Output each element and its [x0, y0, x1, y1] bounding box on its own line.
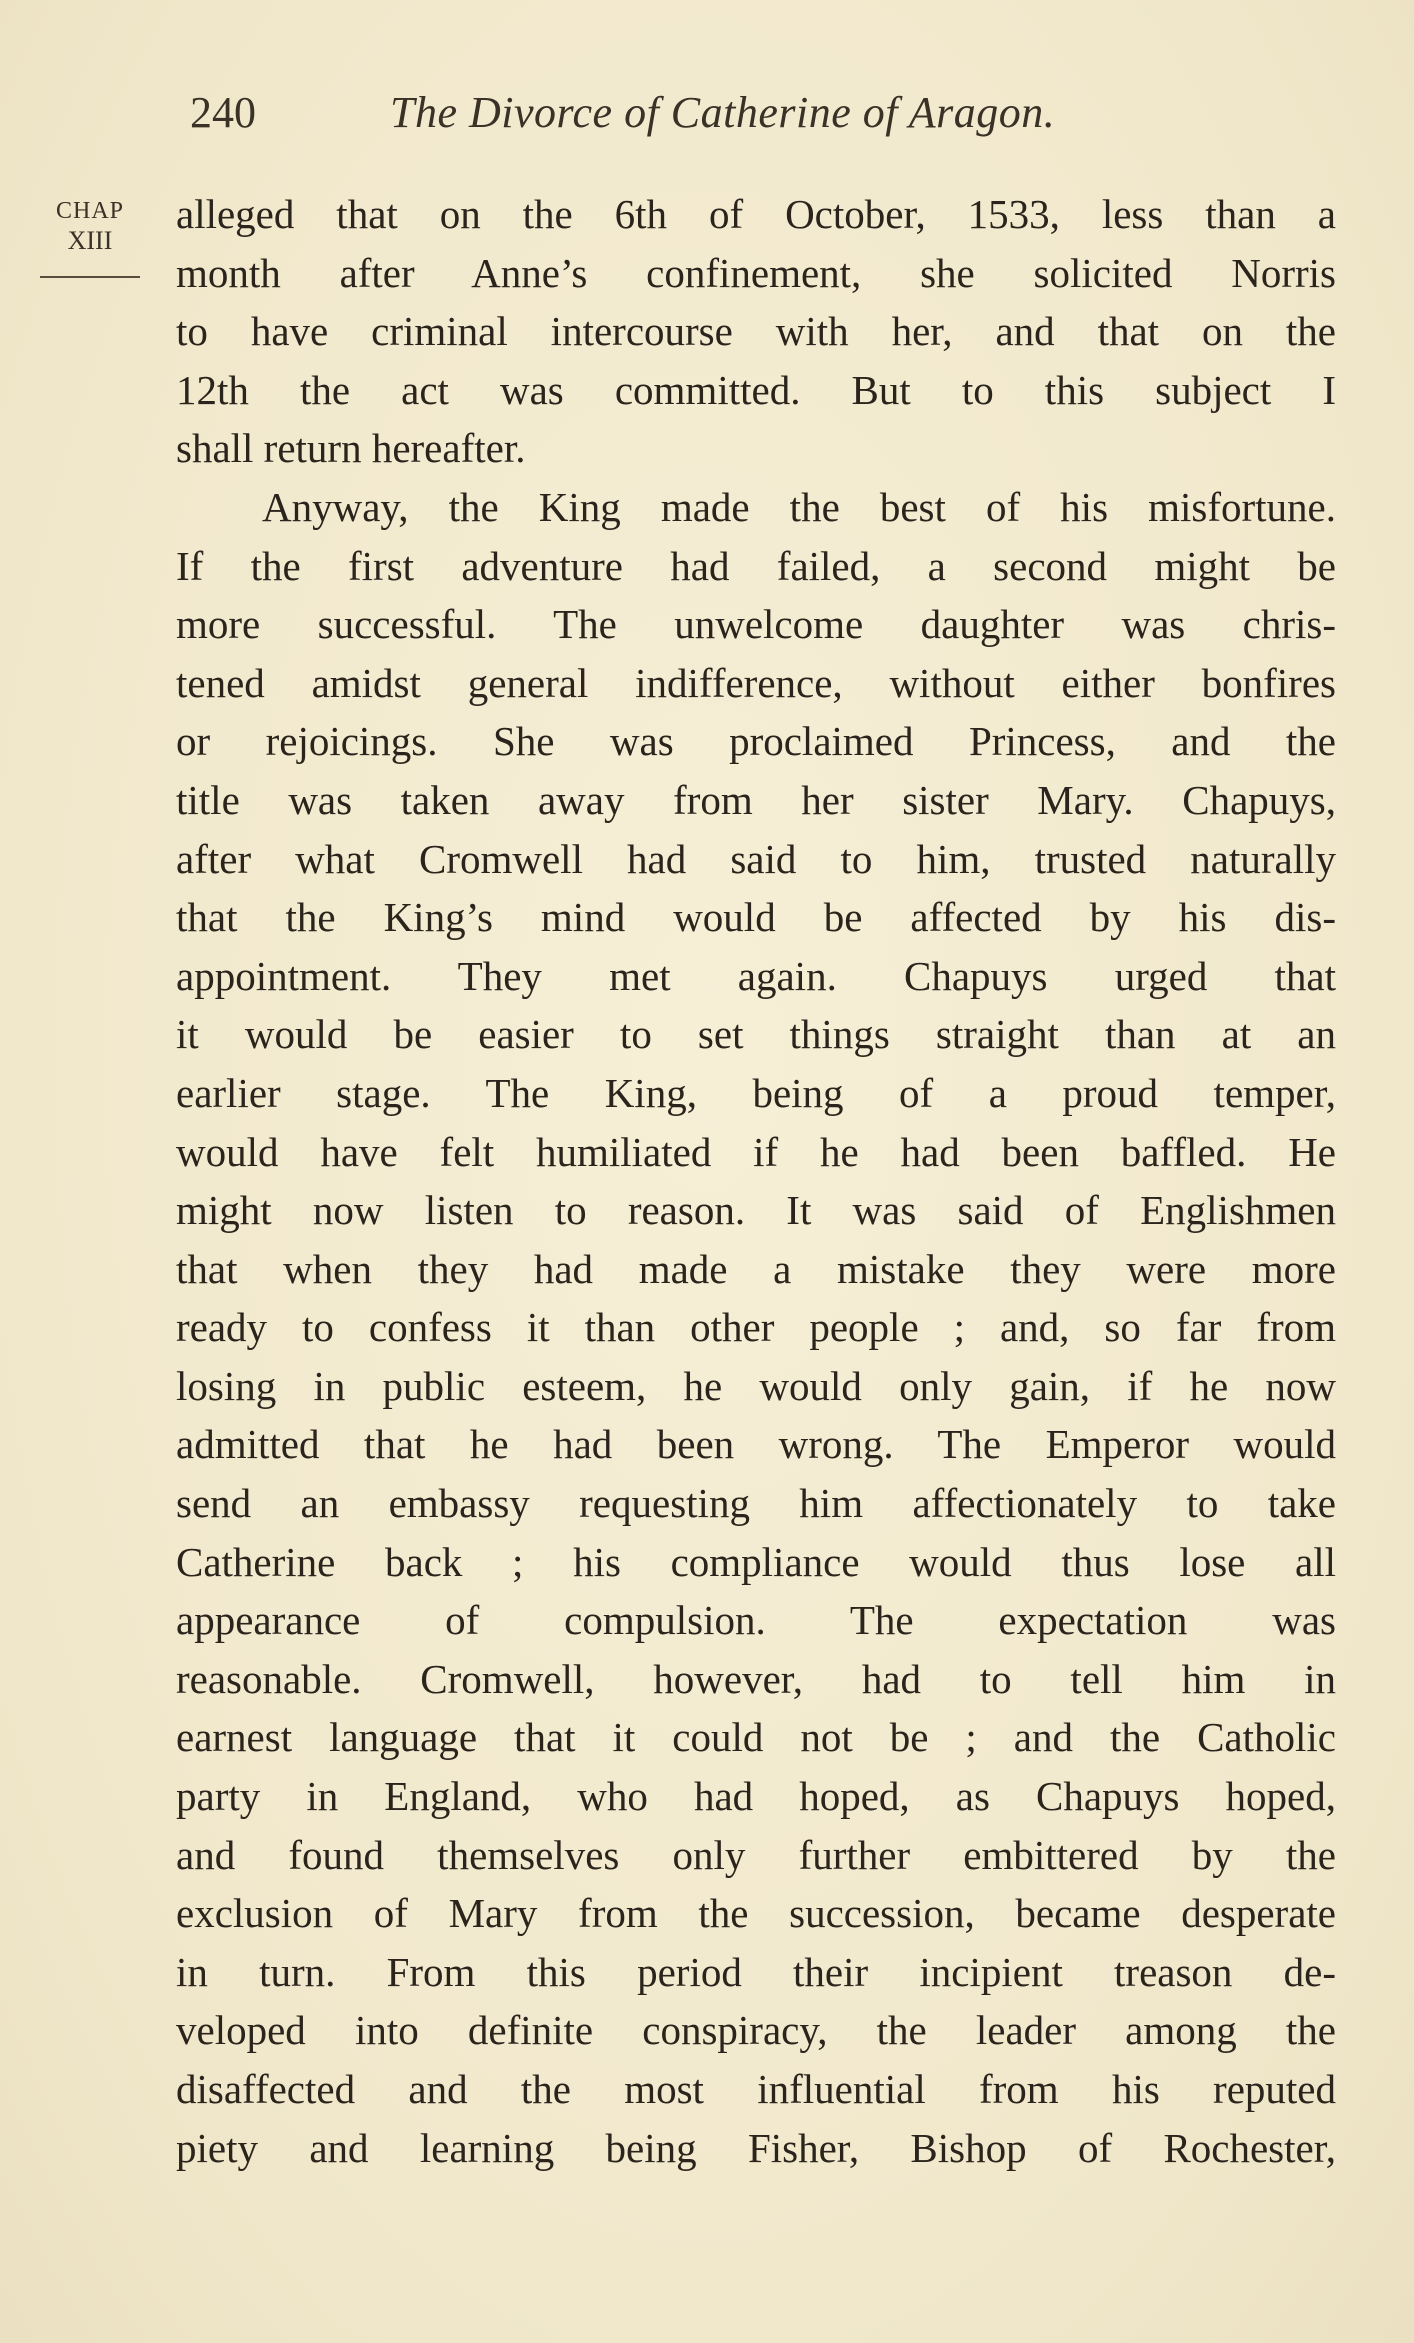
text-line: earnest language that it could not be ; and the Catholic: [176, 1714, 1336, 1761]
page-number: 240: [190, 88, 256, 137]
text-line: Catherine back ; his compliance would thus lose all: [176, 1538, 1336, 1585]
text-line: after what Cromwell had said to him, trusted naturally: [176, 835, 1336, 882]
text-line: alleged that on the 6th of October, 1533, less than a: [176, 191, 1336, 237]
text-line: tened amidst general indifference, without either bonfires: [176, 659, 1336, 706]
text-line: earlier stage. The King, being of a proud temper,: [176, 1069, 1336, 1116]
chapter-number: XIII: [67, 226, 113, 255]
text-line: or rejoicings. She was proclaimed Princess, and the: [176, 718, 1336, 765]
text-line: If the first adventure had failed, a second might be: [176, 542, 1336, 589]
text-line: that the King’s mind would be affected by his dis-: [176, 894, 1336, 941]
text-line: in turn. From this period their incipient treason de-: [176, 1948, 1336, 1995]
text-line: exclusion of Mary from the succession, became desperate: [176, 1890, 1336, 1937]
running-title: The Divorce of Catherine of Aragon.: [390, 88, 1056, 137]
text-line: piety and learning being Fisher, Bishop of Rochester,: [176, 2124, 1336, 2171]
text-line: losing in public esteem, he would only gain, if he now: [176, 1362, 1336, 1409]
text-line: to have criminal intercourse with her, and that on the: [176, 308, 1336, 355]
chapter-margin-note: [40, 196, 140, 278]
text-line: title was taken away from her sister Mary. Chapuys,: [176, 776, 1336, 823]
text-line: veloped into definite conspiracy, the leader among the: [176, 2007, 1336, 2054]
text-line: disaffected and the most influential from his reputed: [176, 2066, 1336, 2112]
text-line: Anyway, the King made the best of his misfortune.: [262, 483, 1336, 530]
body-text: [176, 185, 1336, 2177]
text-line: more successful. The unwelcome daughter was chris-: [176, 601, 1336, 648]
chapter-label: CHAP: [55, 198, 125, 224]
text-line: shall return hereafter.: [176, 425, 526, 472]
text-line: month after Anne’s confinement, she solicited Norris: [176, 249, 1336, 296]
text-line: might now listen to reason. It was said of Englishmen: [176, 1187, 1336, 1234]
text-line: send an embassy requesting him affectionately to take: [176, 1480, 1336, 1527]
text-line: appointment. They met again. Chapuys urged that: [176, 952, 1336, 999]
text-line: would have felt humiliated if he had been baffled. He: [176, 1128, 1336, 1175]
text-line: it would be easier to set things straight than at an: [176, 1011, 1336, 1058]
margin-rule: [40, 276, 140, 278]
running-head: [190, 78, 1190, 148]
text-line: admitted that he had been wrong. The Emperor would: [176, 1421, 1336, 1468]
text-line: and found themselves only further embittered by the: [176, 1831, 1336, 1878]
text-line: that when they had made a mistake they were more: [176, 1245, 1336, 1292]
text-line: 12th the act was committed. But to this subject I: [176, 366, 1336, 413]
text-line: reasonable. Cromwell, however, had to tell him in: [176, 1655, 1336, 1702]
text-line: party in England, who had hoped, as Chapuys hoped,: [176, 1773, 1336, 1820]
text-line: ready to confess it than other people ; and, so far from: [176, 1304, 1336, 1351]
text-line: appearance of compulsion. The expectation was: [176, 1597, 1336, 1644]
